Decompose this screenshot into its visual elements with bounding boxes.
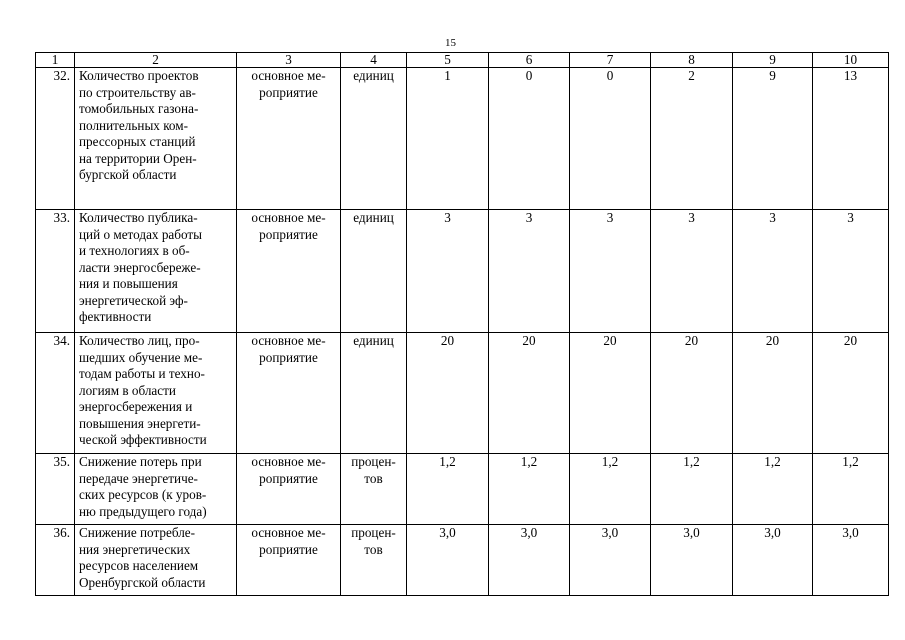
row-number: 34.	[36, 333, 75, 454]
page-number: 15	[445, 37, 456, 49]
value-cell: 3,0	[733, 525, 813, 596]
indicator-type: основное ме- роприятие	[237, 333, 341, 454]
indicator-type: основное ме- роприятие	[237, 210, 341, 333]
unit: процен- тов	[341, 525, 407, 596]
value-cell: 1,2	[407, 454, 489, 525]
row-number: 32.	[36, 68, 75, 210]
value-cell: 20	[813, 333, 889, 454]
indicator-name: Количество проектов по строительству ав- томобильных газона- полнительных ком- прессорных станций на территории Орен- бургской области	[75, 68, 237, 210]
value-cell: 20	[570, 333, 651, 454]
row-number: 36.	[36, 525, 75, 596]
value-cell: 3,0	[489, 525, 570, 596]
indicator-name: Количество лиц, про- шедших обучение ме- тодам работы и техно- логиям в области энергосбережения и повышения энергети- ческой эффективности	[75, 333, 237, 454]
header-cell: 3	[237, 53, 341, 68]
column-number-header-row	[36, 53, 889, 68]
value-cell: 1,2	[489, 454, 570, 525]
value-cell: 3,0	[651, 525, 733, 596]
header-cell: 6	[489, 53, 570, 68]
value-cell: 3	[733, 210, 813, 333]
value-cell: 1,2	[733, 454, 813, 525]
header-cell: 10	[813, 53, 889, 68]
header-cell: 5	[407, 53, 489, 68]
value-cell: 1,2	[813, 454, 889, 525]
value-cell: 20	[651, 333, 733, 454]
table-row	[36, 68, 889, 210]
indicator-type: основное ме- роприятие	[237, 68, 341, 210]
value-cell: 3	[570, 210, 651, 333]
value-cell: 3	[489, 210, 570, 333]
unit: единиц	[341, 333, 407, 454]
indicator-type: основное ме- роприятие	[237, 454, 341, 525]
unit: единиц	[341, 68, 407, 210]
table-row	[36, 210, 889, 333]
value-cell: 0	[570, 68, 651, 210]
indicator-name: Количество публика- ций о методах работы и технологиях в об- ласти энергосбереже- ния и повышения энергетической эф- фективности	[75, 210, 237, 333]
indicator-name: Снижение потерь при передаче энергетиче- ских ресурсов (к уров- ню предыдущего года)	[75, 454, 237, 525]
value-cell: 1,2	[651, 454, 733, 525]
value-cell: 2	[651, 68, 733, 210]
value-cell: 3,0	[813, 525, 889, 596]
header-cell: 2	[75, 53, 237, 68]
indicator-name: Снижение потребле- ния энергетических ресурсов населением Оренбургской области	[75, 525, 237, 596]
table-row	[36, 454, 889, 525]
unit: процен- тов	[341, 454, 407, 525]
value-cell: 1,2	[570, 454, 651, 525]
value-cell: 20	[733, 333, 813, 454]
value-cell: 13	[813, 68, 889, 210]
value-cell: 3,0	[407, 525, 489, 596]
value-cell: 3	[651, 210, 733, 333]
row-number: 33.	[36, 210, 75, 333]
value-cell: 20	[489, 333, 570, 454]
value-cell: 1	[407, 68, 489, 210]
value-cell: 0	[489, 68, 570, 210]
table-row	[36, 333, 889, 454]
value-cell: 3	[813, 210, 889, 333]
header-cell: 7	[570, 53, 651, 68]
table-row	[36, 525, 889, 596]
header-cell: 4	[341, 53, 407, 68]
row-number: 35.	[36, 454, 75, 525]
indicator-type: основное ме- роприятие	[237, 525, 341, 596]
value-cell: 9	[733, 68, 813, 210]
value-cell: 3	[407, 210, 489, 333]
indicators-table	[35, 52, 889, 596]
header-cell: 8	[651, 53, 733, 68]
unit: единиц	[341, 210, 407, 333]
header-cell: 9	[733, 53, 813, 68]
header-cell: 1	[36, 53, 75, 68]
value-cell: 3,0	[570, 525, 651, 596]
value-cell: 20	[407, 333, 489, 454]
